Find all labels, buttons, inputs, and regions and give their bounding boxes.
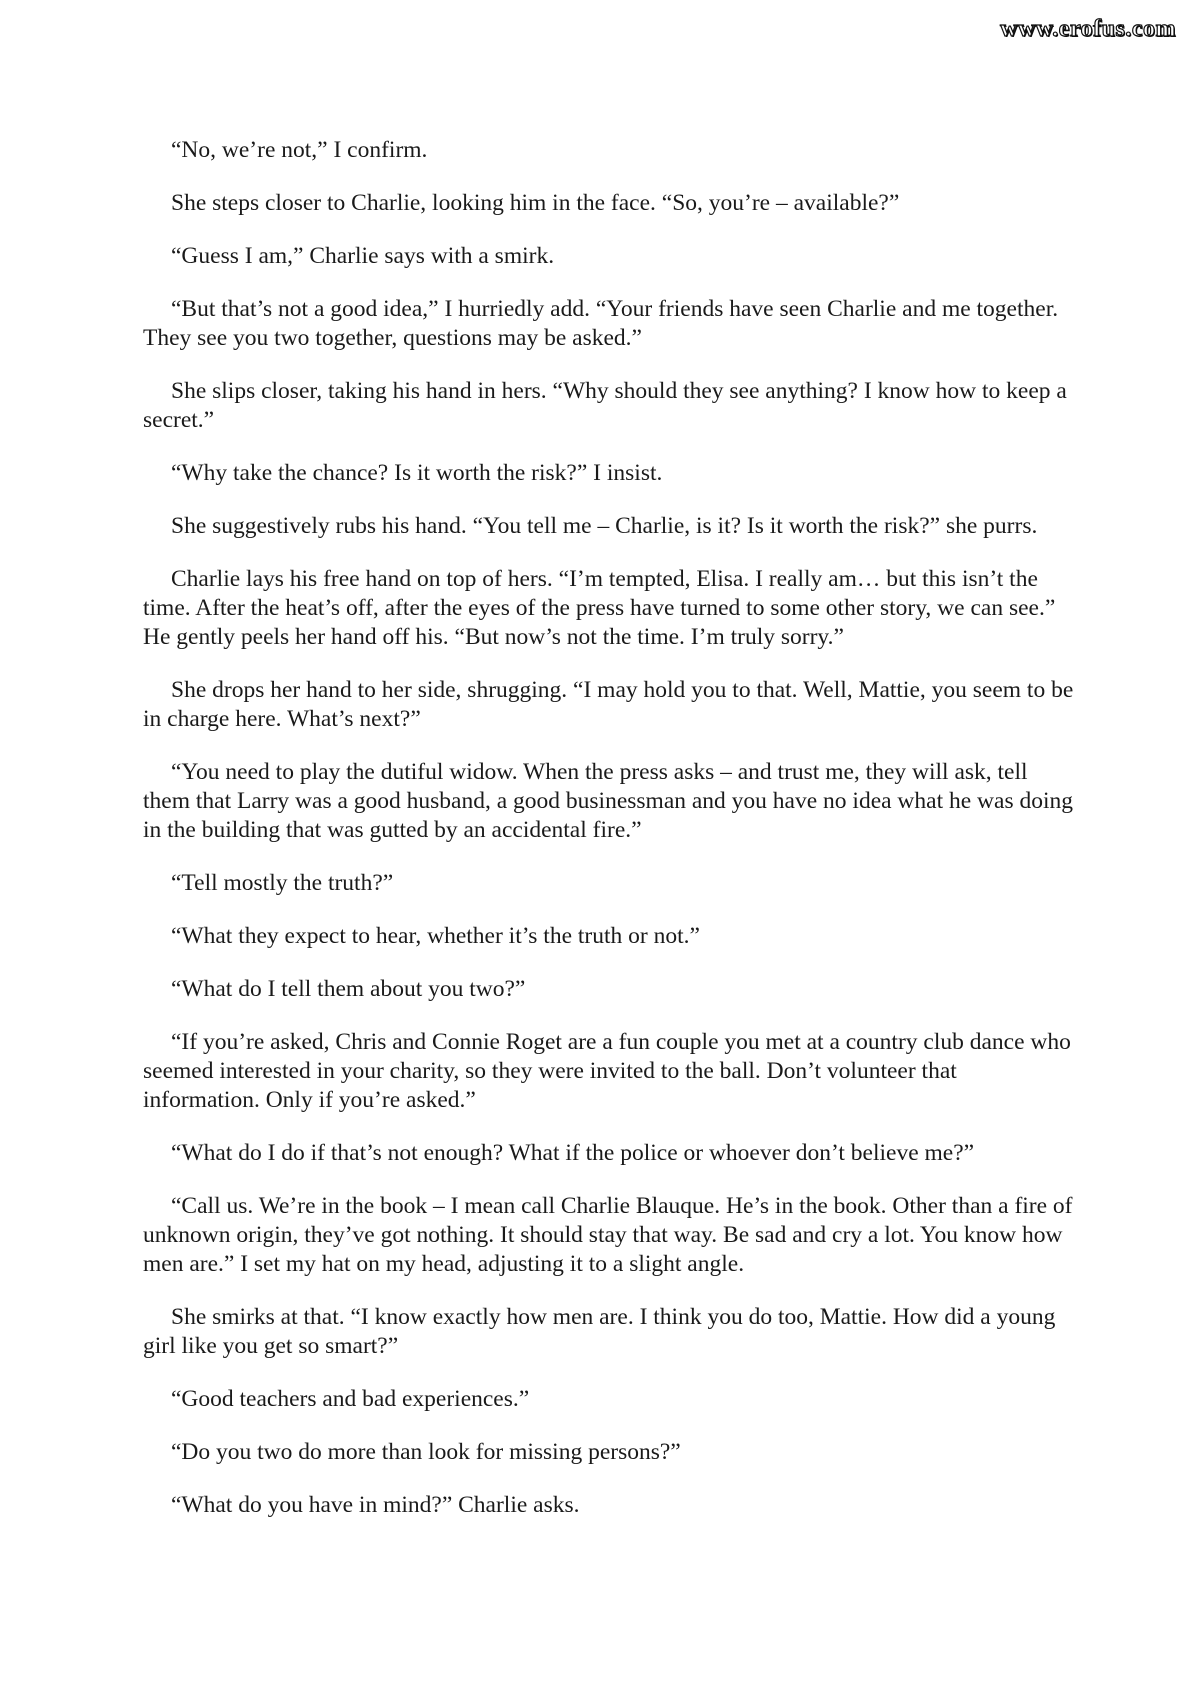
paragraph: “What do I tell them about you two?” — [171, 976, 526, 1002]
paragraph: Charlie lays his free hand on top of hers. “I’m tempted, Elisa. I really am… but this isn’t the time. After the heat’s off, after the eyes of the press have turned to some other story, we can see.” He gently peels her hand off his. “But now’s not the time. I’m truly sorry.” — [143, 566, 1056, 650]
paragraph: “But that’s not a good idea,” I hurriedly add. “Your friends have seen Charlie and me together. They see you two together, questions may be asked.” — [143, 296, 1059, 351]
paragraph: “No, we’re not,” I confirm. — [171, 137, 428, 163]
paragraph: “Call us. We’re in the book – I mean call Charlie Blauque. He’s in the book. Other than a fire of unknown origin, they’ve got nothing. It should stay that way. Be sad and cry a lot. You know how men are.” I set my hat on my head, adjusting it to a slight angle. — [143, 1193, 1073, 1277]
paragraph: “Guess I am,” Charlie says with a smirk. — [171, 243, 555, 269]
paragraph: “You need to play the dutiful widow. When the press asks – and trust me, they will ask, tell them that Larry was a good husband, a good businessman and you have no idea what he was doing in the building that was gutted by an accidental fire.” — [143, 759, 1073, 843]
paragraph: She smirks at that. “I know exactly how men are. I think you do too, Mattie. How did a young girl like you get so smart?” — [143, 1304, 1056, 1359]
paragraph: “What do you have in mind?” Charlie asks. — [171, 1492, 580, 1518]
paragraph: “Tell mostly the truth?” — [171, 870, 394, 896]
paragraph: She steps closer to Charlie, looking him in the face. “So, you’re – available?” — [171, 190, 900, 216]
site-watermark: www.erofus.com — [1000, 16, 1176, 42]
paragraph: “Do you two do more than look for missing persons?” — [171, 1439, 681, 1465]
paragraph: “Good teachers and bad experiences.” — [171, 1386, 530, 1412]
paragraph: She slips closer, taking his hand in hers. “Why should they see anything? I know how to keep a secret.” — [143, 378, 1067, 433]
page-body-text — [143, 136, 1078, 1544]
paragraph: “If you’re asked, Chris and Connie Roget are a fun couple you met at a country club dance who seemed interested in your charity, so they were invited to the ball. Don’t volunteer that information. Only if you’re asked.” — [143, 1029, 1071, 1113]
paragraph: She suggestively rubs his hand. “You tell me – Charlie, is it? Is it worth the risk?” she purrs. — [171, 513, 1038, 539]
paragraph: “What they expect to hear, whether it’s the truth or not.” — [171, 923, 700, 949]
paragraph: “Why take the chance? Is it worth the risk?” I insist. — [171, 460, 663, 486]
paragraph: “What do I do if that’s not enough? What if the police or whoever don’t believe me?” — [171, 1140, 975, 1166]
paragraph: She drops her hand to her side, shrugging. “I may hold you to that. Well, Mattie, you seem to be in charge here. What’s next?” — [143, 677, 1074, 732]
